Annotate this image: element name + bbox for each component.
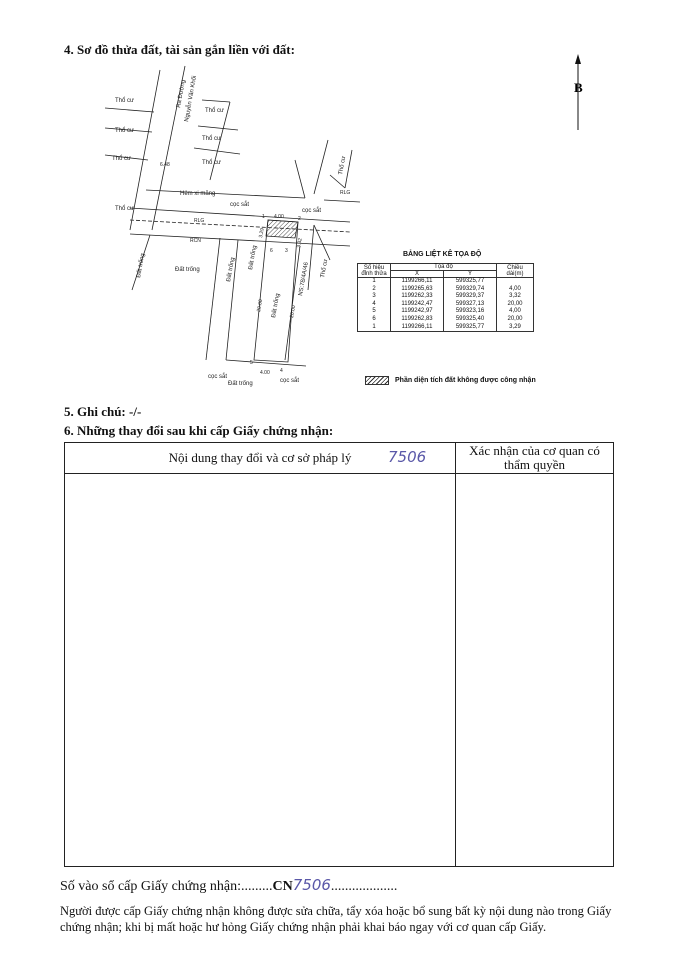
tho-cu-label: Thổ cư	[115, 98, 135, 104]
land-map	[90, 60, 390, 400]
rlg-label: RLG	[340, 190, 351, 196]
dat-trong-label: Đất trống	[226, 256, 237, 283]
rlg-label: RLG	[194, 218, 205, 224]
coord-cell-pt: 1	[358, 278, 391, 286]
dat-trong-label: Đất trống	[136, 252, 147, 279]
coord-cell-len: 20,00	[497, 316, 534, 324]
registry-line	[60, 876, 397, 895]
hem-label: Hẻm xi măng	[180, 191, 216, 197]
coord-cell-y: 599323,16	[444, 308, 497, 316]
handwritten-number: 7506	[388, 448, 427, 466]
section-5-title: 5. Ghi chú: -/-	[64, 404, 142, 419]
section-4-title: 4. Sơ đồ thửa đất, tài sản gắn liền với đất:	[64, 42, 295, 57]
hatch-swatch	[365, 376, 389, 385]
coord-cell-pt: 4	[358, 301, 391, 309]
north-label: B	[574, 80, 583, 95]
tho-cu-label: Thổ cư	[115, 206, 135, 212]
coc-sat-label: cọc sắt	[302, 208, 322, 214]
dim-4-00: 4.00	[274, 214, 284, 220]
coc-sat-label: cọc sắt	[208, 374, 228, 380]
coord-row	[358, 316, 534, 324]
coord-cell-y: 599325,40	[444, 316, 497, 324]
tho-cu-label: Thổ cư	[202, 160, 222, 166]
header-x: X	[391, 271, 444, 278]
registry-cn: CN	[272, 879, 293, 894]
tho-cu-label: Thổ cư	[202, 136, 222, 142]
coord-cell-x: 1199242,97	[391, 308, 444, 316]
coord-cell-pt: 6	[358, 316, 391, 324]
coord-cell-len: 3,32	[497, 293, 534, 301]
coord-cell-pt: 3	[358, 293, 391, 301]
tho-cu-label: Thổ cư	[112, 156, 132, 162]
coc-sat-label: cọc sắt	[280, 378, 300, 384]
change-content-cell[interactable]	[65, 474, 456, 867]
header-length: Chiều dài(m)	[497, 264, 534, 278]
coord-cell-y: 599325,77	[444, 278, 497, 286]
coord-cell-pt: 2	[358, 286, 391, 294]
section-6-title: 6. Những thay đổi sau khi cấp Giấy chứng nhận:	[64, 423, 334, 438]
coord-table	[357, 263, 534, 332]
dat-trong-label: Đất trống	[248, 244, 259, 271]
point-label: 2	[298, 216, 301, 222]
coord-cell-y: 599329,74	[444, 286, 497, 294]
point-label: 3	[285, 248, 288, 254]
tho-cu-label: Thổ cư	[205, 108, 225, 114]
coord-cell-pt: 5	[358, 308, 391, 316]
dim-20-00: 20.00	[256, 298, 265, 313]
header-coords: Tọa độ	[391, 264, 497, 271]
tho-cu-label: Thổ cư	[338, 155, 348, 176]
footer-notice: Người được cấp Giấy chứng nhận không được sửa chữa, tẩy xóa hoặc bổ sung bất kỳ nội dung nào trong Giấy chứng nhận; khi bị mất hoặc hư hỏng Giấy chứng nhận phải khai báo ngay với cơ quan cấp Giấy.	[60, 904, 612, 934]
coord-cell-y: 599325,77	[444, 324, 497, 332]
coord-cell-x: 1199265,63	[391, 286, 444, 294]
dat-trong-label: Đất trống	[271, 292, 282, 319]
coord-cell-len: 4,00	[497, 286, 534, 294]
coord-cell-pt: 1	[358, 324, 391, 332]
registry-label: Số vào sổ cấp Giấy chứng nhận:.........	[60, 879, 273, 894]
header-point: Số hiệu đỉnh thửa	[358, 264, 391, 278]
point-label: 6	[270, 248, 273, 254]
coord-cell-len: 4,00	[497, 308, 534, 316]
coord-row	[358, 301, 534, 309]
coord-cell-len: 20,00	[497, 301, 534, 309]
point-label: 5	[250, 360, 253, 366]
coord-cell-len: 3,29	[497, 324, 534, 332]
header-change-content: Nội dung thay đổi và cơ sở pháp lý	[65, 443, 456, 474]
coord-cell-x: 1199266,11	[391, 278, 444, 286]
dim-20-00: 20.00	[289, 304, 298, 319]
coord-row	[358, 324, 534, 332]
dim-3-29: 3.29	[258, 227, 266, 239]
coord-row	[358, 293, 534, 301]
legend	[365, 376, 536, 385]
coord-table-title: BẢNG LIỆT KÊ TỌA ĐỘ	[403, 251, 482, 258]
dim-4-00: 4.00	[260, 370, 270, 376]
coord-cell-y: 599327,13	[444, 301, 497, 309]
changes-table	[64, 442, 614, 867]
dim-3-32: 3.32	[296, 237, 304, 249]
dat-trong-label: Đất trống	[228, 381, 253, 387]
coord-cell-x: 1199266,11	[391, 324, 444, 332]
handwritten-registry-number: 7506	[292, 876, 331, 894]
road-name-1: Ra Đường	[176, 79, 187, 109]
tho-cu-label: Thổ cư	[115, 128, 135, 134]
rcn-label: RCN	[190, 238, 201, 244]
coord-cell-x: 1199262,83	[391, 316, 444, 324]
authority-confirmation-cell[interactable]	[456, 474, 614, 867]
header-y: Y	[444, 271, 497, 278]
registry-tail: ...................	[330, 879, 398, 894]
coord-cell-x: 1199262,33	[391, 293, 444, 301]
road-width-label: 6.48	[160, 162, 170, 168]
coc-sat-label: cọc sắt	[230, 202, 250, 208]
coord-row	[358, 278, 534, 286]
header-authority-confirmation: Xác nhận của cơ quan có thẩm quyền	[456, 443, 614, 474]
coord-cell-len	[497, 278, 534, 286]
point-label: 4	[280, 368, 283, 374]
tho-cu-label: Thổ cư	[320, 258, 330, 279]
coord-row	[358, 308, 534, 316]
coord-row	[358, 286, 534, 294]
legend-text: Phần diện tích đất không được công nhận	[395, 377, 536, 384]
coord-cell-y: 599329,37	[444, 293, 497, 301]
road-name-2: Nguyễn Văn Khối	[184, 75, 199, 123]
dat-trong-label: Đất trống	[175, 267, 200, 273]
coord-cell-x: 1199242,47	[391, 301, 444, 309]
house-number-label: NS:78/4A/46	[298, 261, 310, 297]
point-label: 1	[262, 214, 265, 220]
north-arrow	[566, 50, 590, 132]
